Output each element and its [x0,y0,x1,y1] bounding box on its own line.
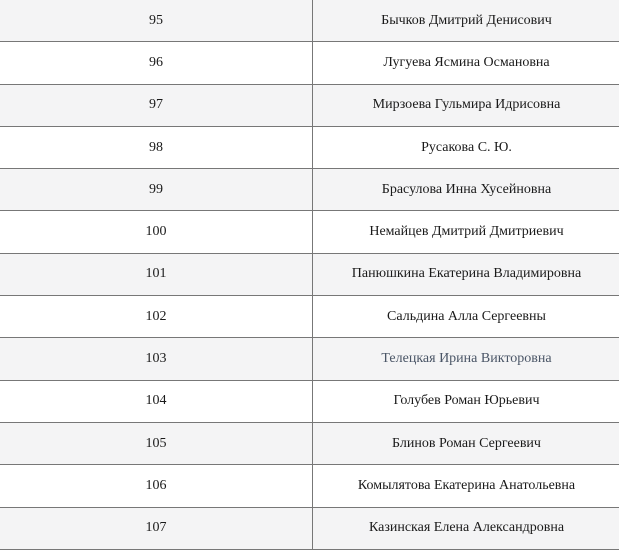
row-number-cell: 98 [0,126,313,168]
table-row [0,0,619,42]
table-row [0,380,619,422]
table-row [0,169,619,211]
person-name-cell: Лугуева Ясмина Османовна [313,42,619,84]
row-number-cell: 99 [0,169,313,211]
person-name-cell: Русакова С. Ю. [313,126,619,168]
person-name-cell: Комылятова Екатерина Анатольевна [313,465,619,507]
row-number-cell: 100 [0,211,313,253]
person-name-cell: Панюшкина Екатерина Владимировна [313,253,619,295]
table-row [0,507,619,549]
person-name-cell: Блинов Роман Сергеевич [313,422,619,464]
table-row [0,422,619,464]
person-name-cell: Казинская Елена Александровна [313,507,619,549]
row-number-cell: 106 [0,465,313,507]
row-number-cell: 105 [0,422,313,464]
row-number-cell: 96 [0,42,313,84]
table-row [0,42,619,84]
person-name-cell: Сальдина Алла Сергеевны [313,296,619,338]
row-number-cell: 102 [0,296,313,338]
row-number-cell: 103 [0,338,313,380]
row-number-cell: 97 [0,84,313,126]
person-name-cell: Брасулова Инна Хусейновна [313,169,619,211]
person-name-cell: Телецкая Ирина Викторовна [313,338,619,380]
person-name-cell: Немайцев Дмитрий Дмитриевич [313,211,619,253]
table-row [0,465,619,507]
person-name-cell: Голубев Роман Юрьевич [313,380,619,422]
table-row [0,126,619,168]
row-number-cell: 95 [0,0,313,42]
table-row [0,84,619,126]
row-number-cell: 101 [0,253,313,295]
table-row [0,338,619,380]
table-row [0,211,619,253]
row-number-cell: 107 [0,507,313,549]
person-name-cell: Бычков Дмитрий Денисович [313,0,619,42]
table-row [0,296,619,338]
person-name-cell: Мирзоева Гульмира Идрисовна [313,84,619,126]
row-number-cell: 104 [0,380,313,422]
table-row [0,253,619,295]
